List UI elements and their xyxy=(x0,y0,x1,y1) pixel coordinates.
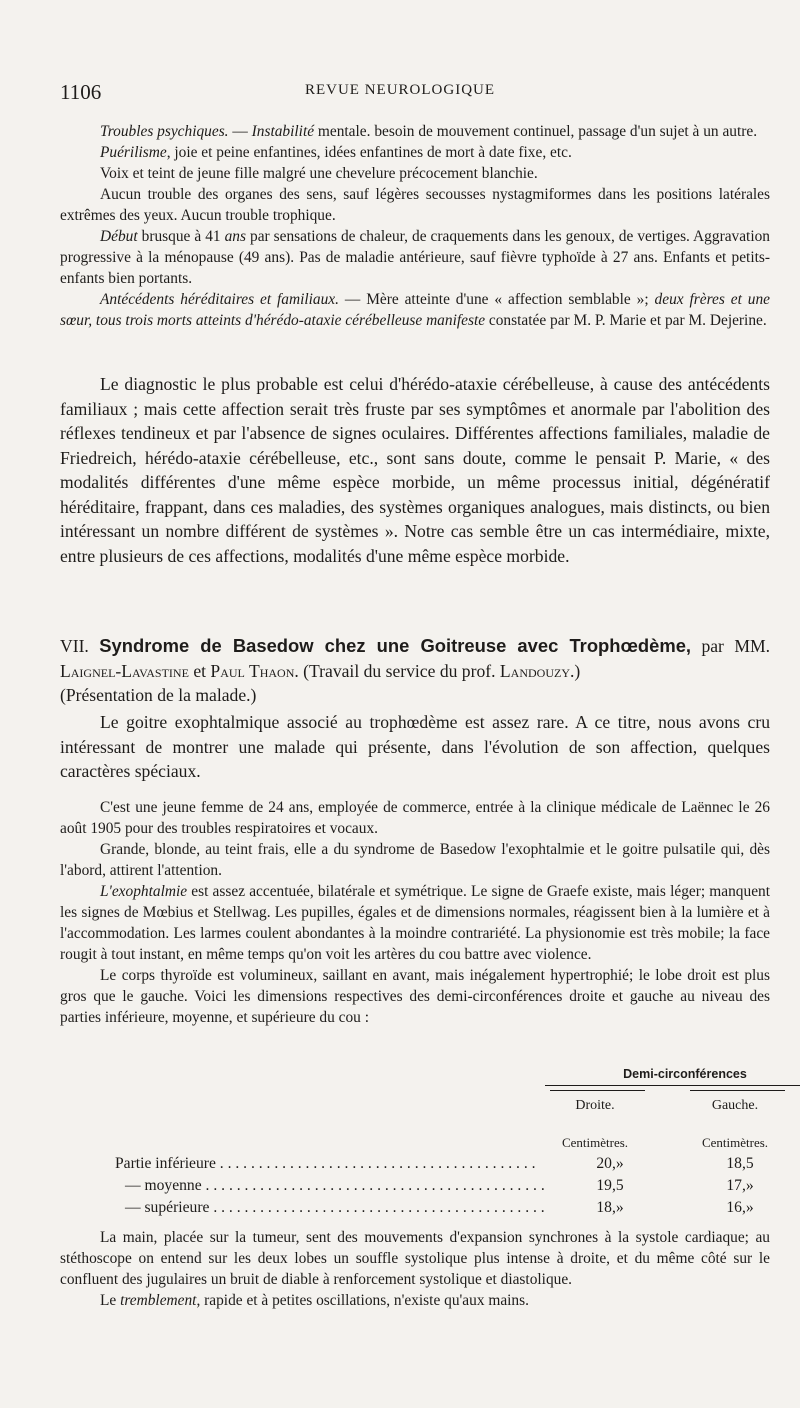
table-rule-left xyxy=(550,1090,645,1091)
page-header xyxy=(60,80,740,104)
value-gauche: 18,5 xyxy=(726,1155,754,1172)
col-header-droite: Droite. xyxy=(575,1098,615,1113)
unit-droite: Centimètres. xyxy=(561,1135,629,1150)
case-patient: C'est une jeune femme de 24 ans, employée de commerce, entrée à la clinique médicale de Laënnec le 26 août 1905 pour des troubles respiratoires et vocaux. xyxy=(60,799,770,837)
section-heading xyxy=(60,634,770,708)
professor: Landouzy xyxy=(499,660,570,681)
clinical-notes xyxy=(60,121,770,331)
note-antecedents: Antécédents héréditaires et familiaux. — Mère atteinte d'une « affection semblable »; deux frères et une sœur, tous trois morts atteints d'hérédo-ataxie cérébelleuse manifeste constatée par M. P. Marie et par M. Dejerine. xyxy=(60,291,771,329)
row-label: — supérieure . . . xyxy=(115,1199,545,1217)
author-2: Paul Thaon xyxy=(210,660,295,681)
table-row xyxy=(115,1177,800,1199)
case-appearance: Grande, blonde, au teint frais, elle a du syndrome de Basedow l'exophtalmie et le goitre pulsatile qui, dès l'abord, attirent l'attention. xyxy=(60,841,770,879)
table-rule-right xyxy=(690,1090,785,1091)
case-auscultation: La main, placée sur la tumeur, sent des mouvements d'expansion synchrones à la systole cardiaque; au stéthoscope on entend sur les deux lobes un souffle systolique plus intense à droite, et du même côté sur le confluent des jugulaires un bruit de diable à renforcement systolique et diastolique. xyxy=(60,1229,770,1288)
value-droite: 18,» xyxy=(596,1199,624,1216)
row-label: — moyenne . . . xyxy=(115,1177,545,1195)
unit-gauche: Centimètres. xyxy=(701,1135,769,1150)
case-report xyxy=(60,797,770,1028)
section-numeral: VII. xyxy=(60,636,89,656)
running-title: REVUE NEUROLOGIQUE xyxy=(304,82,496,98)
value-gauche: 17,» xyxy=(726,1177,754,1194)
case-tremor: Le tremblement, rapide et à petites oscillations, n'existe qu'aux mains. xyxy=(100,1292,529,1309)
row-label: Partie inférieure . . . xyxy=(115,1155,535,1173)
measurements-table xyxy=(60,1065,770,1215)
value-gauche: 16,» xyxy=(726,1199,754,1216)
author-1: Laignel-Lavastine xyxy=(60,660,189,681)
value-droite: 20,» xyxy=(596,1155,624,1172)
note-psychic-troubles: Troubles psychiques. — Instabilité mentale. besoin de mouvement continuel, passage d'un sujet à un autre. xyxy=(100,123,758,140)
note-onset: Début brusque à 41 ans par sensations de chaleur, de craquements dans les genoux, de vertiges. Aggravation progressive à la ménopause (49 ans). Pas de maladie antérieure, sauf fièvre typhoïde à 27 ans. Enfants et petits-enfants bien portants. xyxy=(60,228,770,287)
case-continuation xyxy=(60,1227,770,1311)
presentation-note: (Présentation de la malade.) xyxy=(60,685,257,705)
case-exophthalmia: L'exophtalmie est assez accentuée, bilatérale et symétrique. Le signe de Graefe existe, mais léger; manquent les signes de Mœbius et Stellwag. Les pupilles, égales et de dimensions normales, réagissent bien à la lumière et à l'accommodation. Les larmes coulent abondantes à la moindre contrariété. La physionomie est très mobile; la face rougit à tout instant, en même temps qu'on voit les artères du cou battre avec violence. xyxy=(60,883,770,963)
section-title: Syndrome de Basedow chez une Goitreuse avec Trophœdème, xyxy=(99,635,692,656)
section-title-line: VII. Syndrome de Basedow chez une Goitreuse avec Trophœdème, par MM. Laignel-Lavastine et Paul Thaon. (Travail du service du prof. Landouzy.) xyxy=(60,635,771,681)
note-puerilism: Puérilisme, joie et peine enfantines, idées enfantines de mort à date fixe, etc. xyxy=(100,144,572,161)
table-rule-top xyxy=(545,1085,800,1086)
table-row xyxy=(115,1155,800,1177)
value-droite: 19,5 xyxy=(596,1177,624,1194)
discussion xyxy=(60,372,770,568)
case-thyroid: Le corps thyroïde est volumineux, saillant en avant, mais inégalement hypertrophié; le lobe droit est plus gros que le gauche. Voici les dimensions respectives des demi-circonférences droite et gauche au niveau des parties inférieure, moyenne, et supérieure du cou : xyxy=(60,967,770,1026)
intro-paragraph: Le goitre exophtalmique associé au trophœdème est assez rare. A ce titre, nous avons cru intéressant de montrer une malade qui présente, dans l'évolution de son affection, quelques caractères spéciaux. xyxy=(60,712,770,781)
table-row xyxy=(115,1199,800,1221)
note-senses: Aucun trouble des organes des sens, sauf légères secousses nystagmiformes dans les positions latérales extrêmes des yeux. Aucun trouble trophique. xyxy=(60,186,770,224)
page-number: 1106 xyxy=(60,80,102,104)
discussion-paragraph: Le diagnostic le plus probable est celui d'hérédo-ataxie cérébelleuse, à cause des antécédents familiaux ; mais cette affection serait très fruste par ses symptômes et anormale par l'abolition des réflexes tendineux et par l'absence de signes oculaires. Différentes affections familiales, maladie de Friedreich, hérédo-ataxie cérébelleuse, etc., sont sans doute, comme le pensait P. Marie, « des modalités différentes d'une même espèce morbide, un même processus initial, dégénératif héréditaire, frappant, dans ces maladies, des systèmes organiques analogues, mais distincts, ou bien intéressant un nombre différent de systèmes ». Notre cas semble être un cas intermédiaire, mixte, entre plusieurs de ces affections, modalités d'une même espèce morbide. xyxy=(60,374,770,566)
note-voice: Voix et teint de jeune fille malgré une chevelure précocement blanchie. xyxy=(100,165,538,182)
table-group-header: Demi-circonférences xyxy=(623,1067,747,1081)
section-intro xyxy=(60,710,770,784)
col-header-gauche: Gauche. xyxy=(711,1098,759,1113)
